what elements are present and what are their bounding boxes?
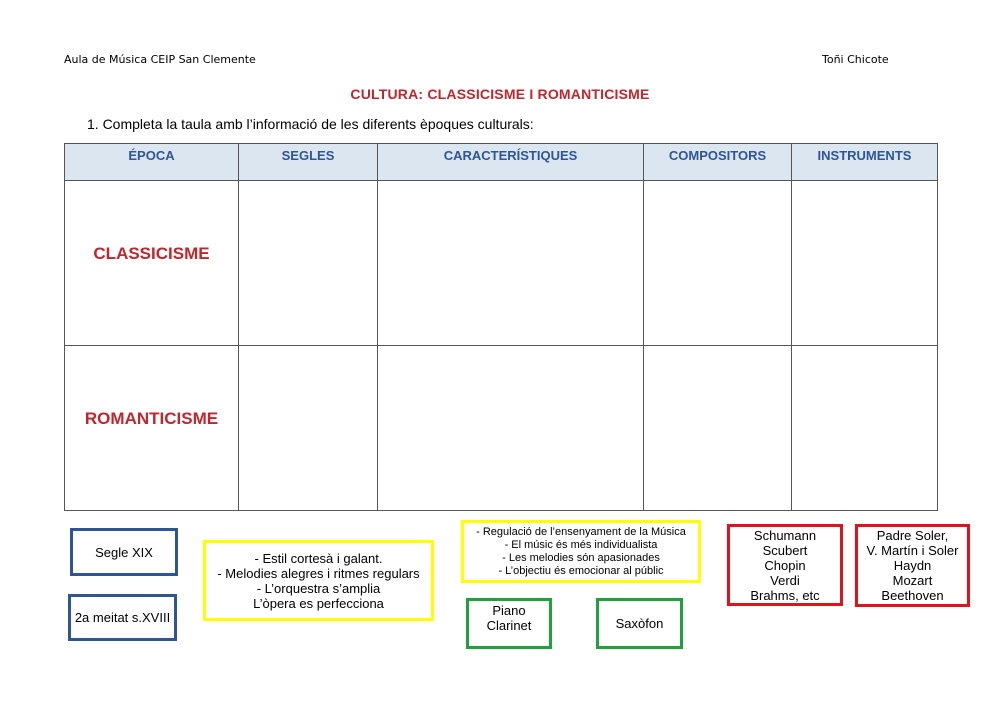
- card-line: Brahms, etc: [750, 587, 820, 603]
- drop-cell-compositors-classicisme[interactable]: [644, 181, 792, 346]
- card-line: Haydn: [893, 558, 932, 573]
- card-line: Schumann: [753, 527, 817, 543]
- column-header-caracteristiques: CARACTERÍSTIQUES: [378, 144, 644, 181]
- header-school: Aula de Música CEIP San Clemente: [64, 53, 256, 66]
- card-text: Segle XIX: [95, 544, 153, 560]
- card-line: - L’objectiu és emocionar al públic: [498, 564, 664, 577]
- drop-cell-instruments-classicisme[interactable]: [792, 181, 938, 346]
- card-classic-characteristics[interactable]: [203, 540, 434, 621]
- card-line: Verdi: [770, 572, 800, 588]
- card-line: Chopin: [764, 557, 806, 573]
- card-saxofon[interactable]: [596, 598, 683, 649]
- table-row-romanticisme: [65, 346, 938, 511]
- card-romantic-composers[interactable]: [727, 524, 843, 606]
- card-line: Beethoven: [881, 588, 944, 603]
- column-header-segles: SEGLES: [239, 144, 378, 181]
- card-line: Piano: [492, 603, 526, 618]
- card-line: Scubert: [762, 542, 808, 558]
- card-line: L’òpera es perfecciona: [253, 595, 384, 611]
- card-line: Padre Soler,: [876, 528, 949, 543]
- card-line: - Regulació de l’ensenyament de la Música: [476, 525, 686, 538]
- table-header-row: [65, 144, 938, 181]
- card-text: 2a meitat s.XVIII: [74, 610, 171, 625]
- card-line: - Melodies alegres i ritmes regulars: [217, 565, 420, 581]
- epoch-label-romanticisme: ROMANTICISME: [65, 346, 239, 511]
- card-segona-meitat-xviii[interactable]: [68, 594, 177, 641]
- column-header-compositors: COMPOSITORS: [644, 144, 792, 181]
- card-segle-xix[interactable]: [70, 528, 178, 576]
- card-line: - Estil cortesà i galant.: [254, 550, 383, 566]
- drop-cell-instruments-romanticisme[interactable]: [792, 346, 938, 511]
- header-author: Toñi Chicote: [822, 53, 889, 66]
- instruction-text: 1. Completa la taula amb l’informació de les diferents èpoques culturals:: [87, 116, 534, 132]
- drop-cell-segles-romanticisme[interactable]: [239, 346, 378, 511]
- table-row-classicisme: [65, 181, 938, 346]
- page-title: CULTURA: CLASSICISME I ROMANTICISME: [350, 86, 650, 102]
- card-line: - L’orquestra s’amplia: [256, 580, 381, 596]
- card-line: Mozart: [892, 573, 933, 588]
- drop-cell-segles-classicisme[interactable]: [239, 181, 378, 346]
- card-line: V. Martín i Soler: [866, 543, 959, 558]
- card-classic-composers[interactable]: [855, 524, 970, 607]
- card-romantic-characteristics[interactable]: [461, 520, 701, 583]
- culture-table: [64, 143, 938, 511]
- card-line: Clarinet: [486, 618, 532, 633]
- drop-cell-caracteristiques-classicisme[interactable]: [378, 181, 644, 346]
- drop-cell-caracteristiques-romanticisme[interactable]: [378, 346, 644, 511]
- drop-cell-compositors-romanticisme[interactable]: [644, 346, 792, 511]
- epoch-label-classicisme: CLASSICISME: [65, 181, 239, 346]
- card-line: - El músic és més individualista: [504, 538, 658, 551]
- card-piano-clarinet[interactable]: [466, 598, 552, 649]
- column-header-epoca: ÉPOCA: [65, 144, 239, 181]
- card-text: Saxòfon: [615, 616, 664, 631]
- column-header-instruments: INSTRUMENTS: [792, 144, 938, 181]
- card-line: - Les melodies són apasionades: [502, 551, 660, 564]
